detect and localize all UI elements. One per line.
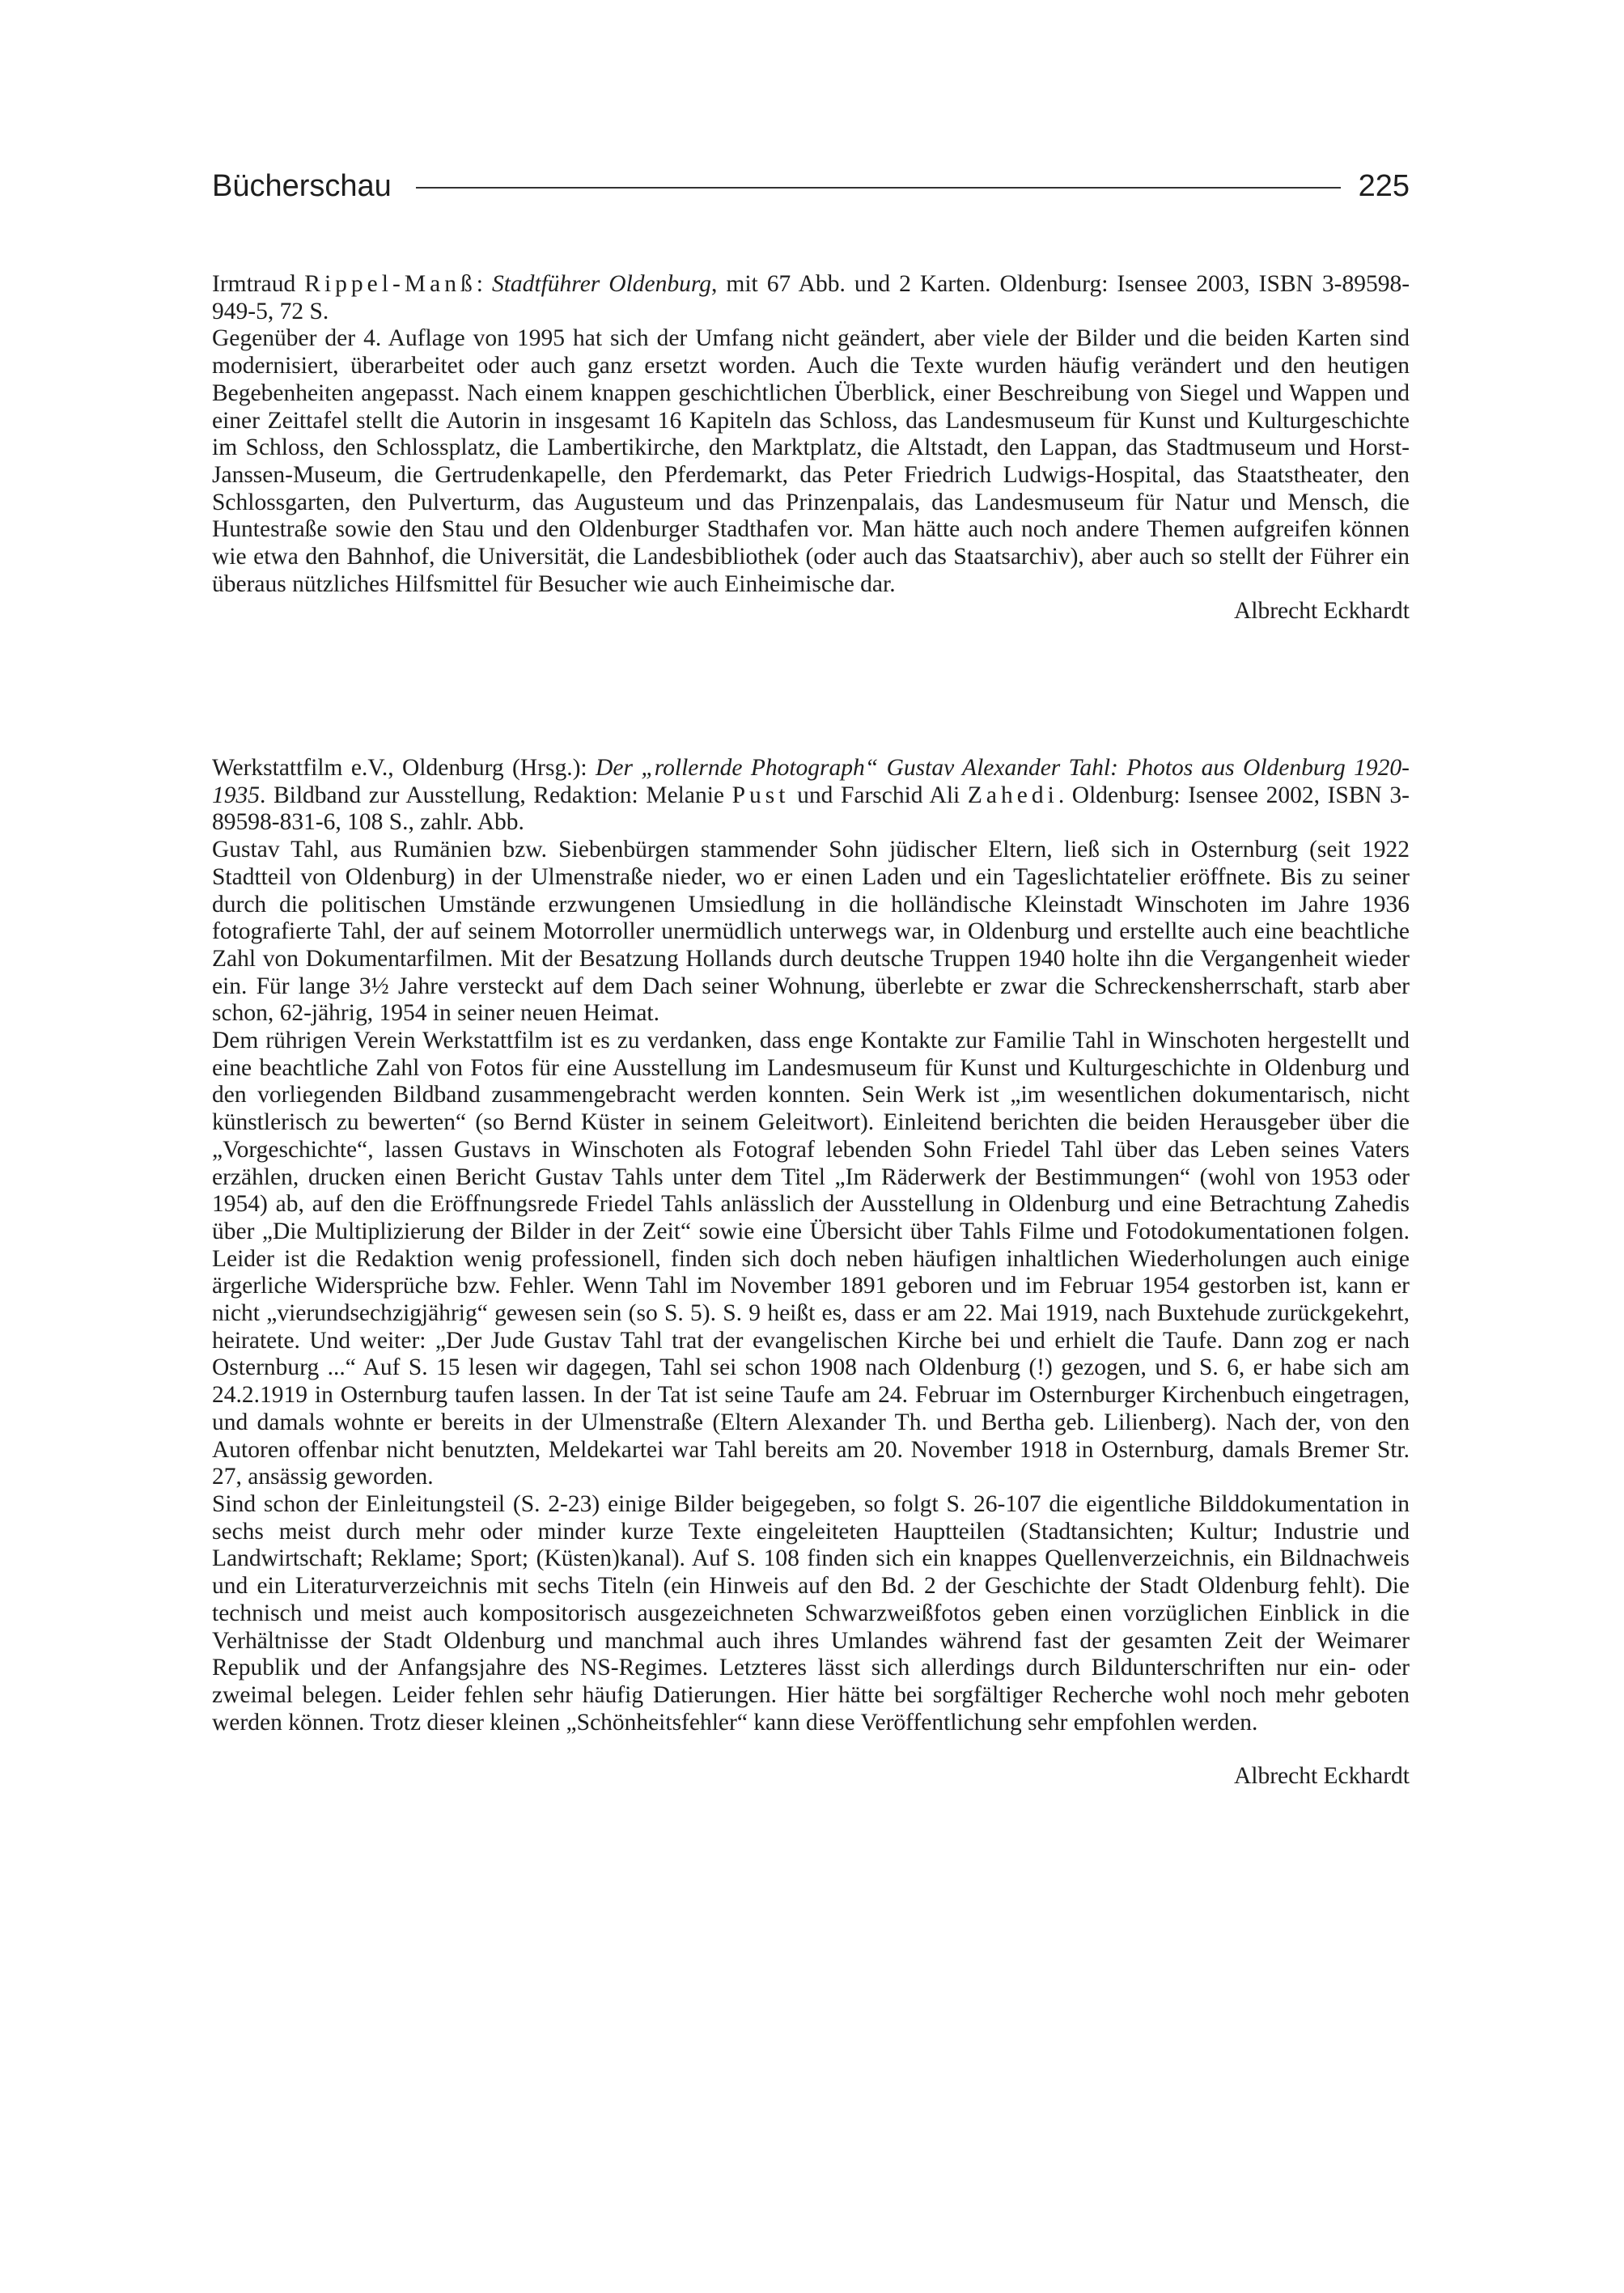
review-tahl-bildband bbox=[212, 755, 1410, 1791]
editor-name: Zahedi bbox=[967, 782, 1058, 808]
review-paragraph: Gegenüber der 4. Auflage von 1995 hat sich der Umfang nicht geändert, aber viele der Bilder und die beiden Karten sind modernisiert, überarbeitet oder auch ganz ersetzt worden. Auch die Texte wurden häufig verändert und den heutigen Begebenheiten angepasst. Nach einem knappen geschichtlichen Überblick, einer Beschreibung von Siegel und Wappen und einer Zeittafel stellt die Autorin in insgesamt 16 Kapiteln das Schloss, das Landesmuseum für Kunst und Kulturgeschichte im Schloss, den Schlossplatz, die Lambertikirche, den Marktplatz, die Altstadt, den Lappan, das Stadtmuseum und Horst-Janssen-Museum, die Gertrudenkapelle, den Pferdemarkt, das Peter Friedrich Ludwigs-Hospital, das Staatstheater, den Schlossgarten, den Pulverturm, das Augusteum und das Prinzenpalais, das Landesmuseum für Natur und Mensch, die Huntestraße sowie den Stau und den Oldenburger Stadthafen vor. Man hätte auch noch andere Themen aufgreifen können wie etwa den Bahnhof, die Universität, die Landesbibliothek (oder auch das Staatsarchiv), aber auch so stellt der Führer ein überaus nützliches Hilfsmittel für Besucher wie auch Einheimische dar. bbox=[212, 325, 1410, 597]
publisher-prefix: Werkstattfilm e.V., Oldenburg (Hrsg.): bbox=[212, 755, 596, 781]
book-details: . Oldenburg: Isensee 2002, ISBN 3-89598-831-6, 108 S., zahlr. Abb. bbox=[212, 782, 1410, 836]
review-paragraph: Sind schon der Einleitungsteil (S. 2-23) einige Bilder beigegeben, so folgt S. 26-107 die eigentliche Bilddokumentation in sechs meist durch mehr oder minder kurze Texte eingeleiteten Hauptteilen (Stadtansichten; Kultur; Industrie und Landwirtschaft; Reklame; Sport; (Küsten)kanal). Auf S. 108 finden sich ein knappes Quellenverzeichnis, ein Bildnachweis und ein Literaturverzeichnis mit sechs Titeln (ein Hinweis auf den Bd. 2 der Geschichte der Stadt Oldenburg fehlt). Die technisch und meist auch kompositorisch ausgezeichneten Schwarzweißfotos geben einen vorzüglichen Einblick in die Verhältnisse der Stadt Oldenburg und manchmal auch ihres Umlandes während fast der gesamten Zeit der Weimarer Republik und der Anfangsjahre des NS-Regimes. Letzteres lässt sich allerdings durch Bildunterschriften nur ein- oder zweimal belegen. Leider fehlen sehr häufig Datierungen. Hier hätte bei sorgfältiger Recherche wohl noch mehr geboten werden können. Trotz dieser kleinen „Schönheitsfehler“ kann diese Veröffentlichung sehr empfohlen werden. bbox=[212, 1490, 1410, 1736]
review-paragraph: Gustav Tahl, aus Rumänien bzw. Siebenbürgen stammender Sohn jüdischer Eltern, ließ sich in Osternburg (seit 1922 Stadtteil von Oldenburg) in der Ulmenstraße nieder, wo er einen Laden und ein Tageslichtatelier eröffnete. Bis zu seiner durch die politischen Umstände erzwungenen Umsiedlung in die holländische Kleinstadt Winschoten im Jahre 1936 fotografierte Tahl, der auf seinem Motorroller unermüdlich unterwegs war, in Oldenburg und erstellte auch eine beachtliche Zahl von Dokumentarfilmen. Mit der Besatzung Hollands durch deutsche Truppen 1940 holte ihn die Vergangenheit wieder ein. Für lange 3½ Jahre versteckt auf dem Dach seiner Wohnung, überlebte er zwar die Schreckensherrschaft, starb aber schon, 62-jährig, 1954 in seiner neuen Heimat. bbox=[212, 837, 1410, 1027]
author-separator: : bbox=[476, 271, 483, 297]
section-title: Bücherschau bbox=[212, 168, 392, 203]
header-rule bbox=[416, 187, 1341, 189]
editor-name: Pust bbox=[731, 782, 790, 808]
book-details: . Bildband zur Ausstellung, Redaktion: Melanie bbox=[260, 782, 732, 808]
running-head bbox=[212, 162, 1410, 210]
book-details: und Farschid Ali bbox=[789, 782, 968, 808]
review-stadtfuehrer bbox=[212, 271, 1410, 625]
book-title: Der „rollernde Photograph“ Gustav Alexander Tahl: Photos aus Oldenburg 1920-1935 bbox=[212, 755, 1410, 808]
author-first-name: Irmtraud bbox=[212, 271, 296, 297]
review-paragraph: Dem rührigen Verein Werkstattfilm ist es zu verdanken, dass enge Kontakte zur Familie Tahl in Winschoten hergestellt und eine beachtliche Zahl von Fotos für eine Ausstellung im Landesmuseum für Kunst und Kulturgeschichte in Oldenburg und den vorliegenden Bildband zusammengebracht werden konnten. Sein Werk ist „im wesentlichen dokumentarisch, nicht künstlerisch zu bewerten“ (so Bernd Küster in seinem Geleitwort). Einleitend berichten die beiden Herausgeber über die „Vorgeschichte“, lassen Gustavs in Winschoten als Fotograf lebenden Sohn Friedel Tahl über das Leben seines Vaters erzählen, drucken einen Bericht Gustav Tahls unter dem Titel „Im Räderwerk der Bestimmungen“ (wohl von 1953 oder 1954) ab, auf den die Eröffnungsrede Friedel Tahls anlässlich der Ausstellung in Oldenburg und eine Betrachtung Zahedis über „Die Multiplizierung der Bilder in der Zeit“ sowie eine Übersicht über Tahls Filme und Fotodokumentationen folgen. Leider ist die Redaktion wenig professionell, finden sich doch neben häufigen inhaltlichen Wiederholungen auch einige ärgerliche Widersprüche bzw. Fehler. Wenn Tahl im November 1891 geboren und im Februar 1954 gestorben ist, kann er nicht „vierundsechzigjährig“ gewesen sein (so S. 5). S. 9 heißt es, dass er am 22. Mai 1919, nach Buxtehude zurückgekehrt, heiratete. Und weiter: „Der Jude Gustav Tahl trat der evangelischen Kirche bei und erhielt die Taufe. Dann zog er nach Osternburg ...“ Auf S. 15 lesen wir dagegen, Tahl sei schon 1908 nach Oldenburg (!) gezogen, und S. 6, er habe sich am 24.2.1919 in Osternburg taufen lassen. In der Tat ist seine Taufe am 24. Februar im Osternburger Kirchenbuch eingetragen, und damals wohnte er bereits in der Ulmenstraße (Eltern Alexander Th. und Bertha geb. Lilienberg). Nach der, von den Autoren offenbar nicht benutzten, Meldekartei war Tahl bereits am 20. November 1918 in Osternburg, damals Bremer Str. 27, ansässig geworden. bbox=[212, 1028, 1410, 1490]
bibliographic-entry bbox=[212, 755, 1410, 837]
reviewer-signature: Albrecht Eckhardt bbox=[1233, 598, 1410, 625]
page-number: 225 bbox=[1358, 168, 1410, 203]
book-details: , mit 67 Abb. und 2 Karten. Oldenburg: Isensee 2003, ISBN 3-89598-949-5, 72 S. bbox=[212, 271, 1410, 324]
reviewer-signature: Albrecht Eckhardt bbox=[1233, 1763, 1410, 1790]
book-title: Stadtführer Oldenburg bbox=[491, 271, 712, 297]
bibliographic-entry bbox=[212, 271, 1410, 325]
author-last-name: Rippel-Manß bbox=[304, 271, 477, 297]
